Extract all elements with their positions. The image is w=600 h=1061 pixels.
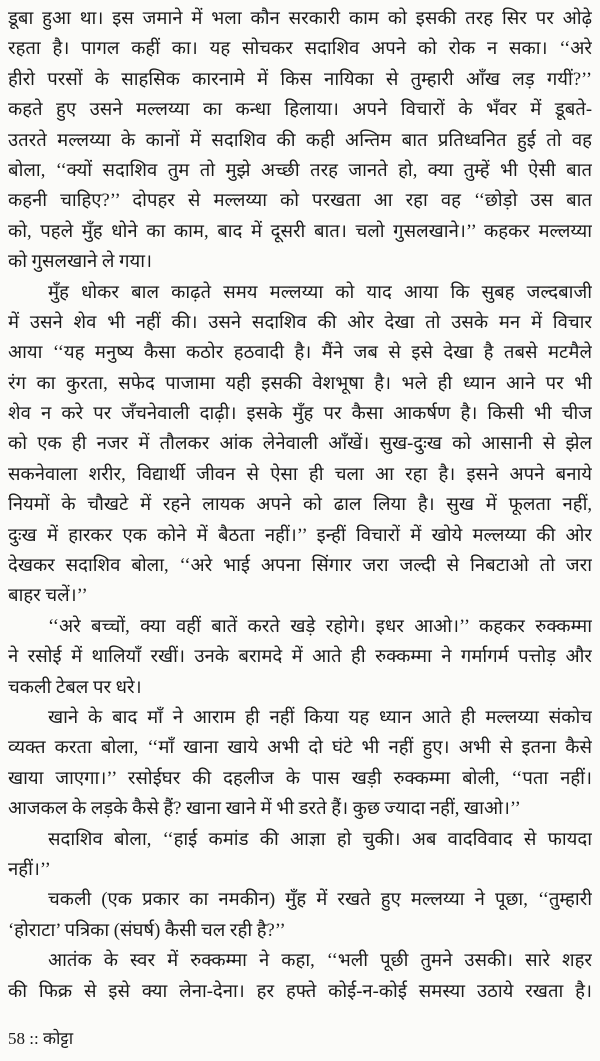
text-line: बोला, ‘‘क्यों सदाशिव तुम तो मुझे अच्छी तरह जानते हो, क्या तुम्हें भी ऐसी बात	[8, 160, 592, 181]
text-line: ने रसोई में थालियाँ रखीं। उनके बरामदे में आते ही रुक्कम्मा ने गर्मागर्म पत्तोड़ और	[8, 647, 592, 668]
text-line: व्यक्त करता बोला, ‘‘माँ खाना खाये अभी दो घंटे भी नहीं हुए। अभी से इतना कैसे	[8, 738, 592, 759]
book-title: कोट्टा	[42, 1029, 74, 1048]
text-line: हीरो परसों के साहसिक कारनामे में किस नायिका से तुम्हारी आँख लड़ गयीं?’’	[8, 69, 592, 90]
text-line: की फिक्र से इसे क्या लेना-देना। हर हफ्ते कोई-न-कोई समस्या उठाये रखता है।	[8, 981, 592, 1002]
text-line: खाया जाएगा।’’ रसोईघर की दहलीज के पास खड़ी रुक्कम्मा बोली, ‘‘पता नहीं।	[8, 768, 592, 789]
text-line: में उसने शेव भी नहीं की। उसने सदाशिव की ओर देखा तो उसके मन में विचार	[8, 312, 592, 333]
text-line: सदाशिव बोला, ‘‘हाई कमांड की आज्ञा हो चुकी। अब वादविवाद से फायदा	[48, 829, 592, 850]
text-line: चकली (एक प्रकार का नमकीन) मुँह में रखते हुए मल्लय्या ने पूछा, ‘‘तुम्हारी	[48, 890, 592, 911]
text-line: कहते हुए उसने मल्लय्या का कन्धा हिलाया। अपने विचारों के भँवर में डूबते-	[8, 100, 592, 121]
text-line: आजकल के लड़के कैसे हैं? खाना खाने में भी डरते हैं। कुछ ज्यादा नहीं, खाओ।’’	[8, 799, 521, 820]
text-line: को, पहले मुँह धोने का काम, बाद में दूसरी बात। चलो गुसलखाने।’’ कहकर मल्लय्या	[8, 221, 592, 242]
text-line: डूबा हुआ था। इस जमाने में भला कौन सरकारी काम को इसकी तरह सिर पर ओढ़े	[8, 9, 592, 29]
page-footer	[8, 1026, 73, 1052]
text-line: सकनेवाला शरीर, विद्यार्थी जीवन से ऐसा ही चला आ रहा है। इसने अपने बनाये	[8, 464, 592, 485]
text-line: ‘होराटा’ पत्रिका (संघर्ष) कैसी चल रही है?’’	[8, 920, 286, 941]
page-body-text	[8, 4, 592, 1007]
text-line: आतंक के स्वर में रुक्कम्मा ने कहा, ‘‘भली पूछी तुमने उसकी। सारे शहर	[48, 951, 592, 972]
text-line: रहता है। पागल कहीं का। यह सोचकर सदाशिव अपने को रोक न सका। ‘‘अरे	[8, 39, 592, 60]
text-line: खाने के बाद माँ ने आराम ही नहीं किया यह ध्यान आते ही मल्लय्या संकोच	[48, 707, 592, 728]
text-line: देखकर सदाशिव बोला, ‘‘अरे भाई अपना सिंगार जरा जल्दी से निबटाओ तो जरा	[8, 556, 592, 577]
text-line: आया ‘‘यह मनुष्य कैसा कठोर हठवादी है। मैंने जब से इसे देखा है तबसे मटमैले	[8, 343, 592, 364]
text-line: बाहर चलें।’’	[8, 586, 88, 607]
page-number: 58	[8, 1029, 25, 1048]
text-line: कहनी चाहिए?’’ दोपहर से मल्लय्या को परखता आ रहा वह ‘‘छोड़ो उस बात	[8, 191, 592, 212]
text-line: नहीं।’’	[8, 859, 51, 880]
text-line: ‘‘अरे बच्चों, क्या वहीं बातें करते खड़े रहोगे। इधर आओ।’’ कहकर रुक्कम्मा	[48, 616, 592, 637]
text-line: उतरते मल्लय्या के कानों में सदाशिव की कही अन्तिम बात प्रतिध्वनित हुई तो वह	[8, 130, 592, 151]
text-line: रंग का कुरता, सफेद पाजामा यही इसकी वेशभूषा है। भले ही ध्यान आने पर भी	[8, 373, 592, 394]
text-line: को गुसलखाने ले गया।	[8, 252, 153, 273]
text-line: चकली टेबल पर धरे।	[8, 677, 142, 698]
text-line: को एक ही नजर में तौलकर आंक लेनेवाली आँखें। सुख-दुःख को आसानी से झेल	[8, 434, 592, 455]
text-line: शेव न करे पर जँचनेवाली दाढ़ी। इसके मुँह पर कैसा आकर्षण है। किसी भी चीज	[8, 404, 592, 425]
text-line: नियमों के चौखटे में रहने लायक अपने को ढाल लिया है। सुख में फूलता नहीं,	[8, 495, 592, 516]
footer-separator: ::	[29, 1029, 39, 1048]
text-line: दुःख में हारकर एक कोने में बैठता नहीं।’’ इन्हीं विचारों में खोये मल्लय्या की ओर	[8, 525, 592, 546]
text-line: मुँह धोकर बाल काढ़ते समय मल्लय्या को याद आया कि सुबह जल्दबाजी	[48, 282, 592, 303]
